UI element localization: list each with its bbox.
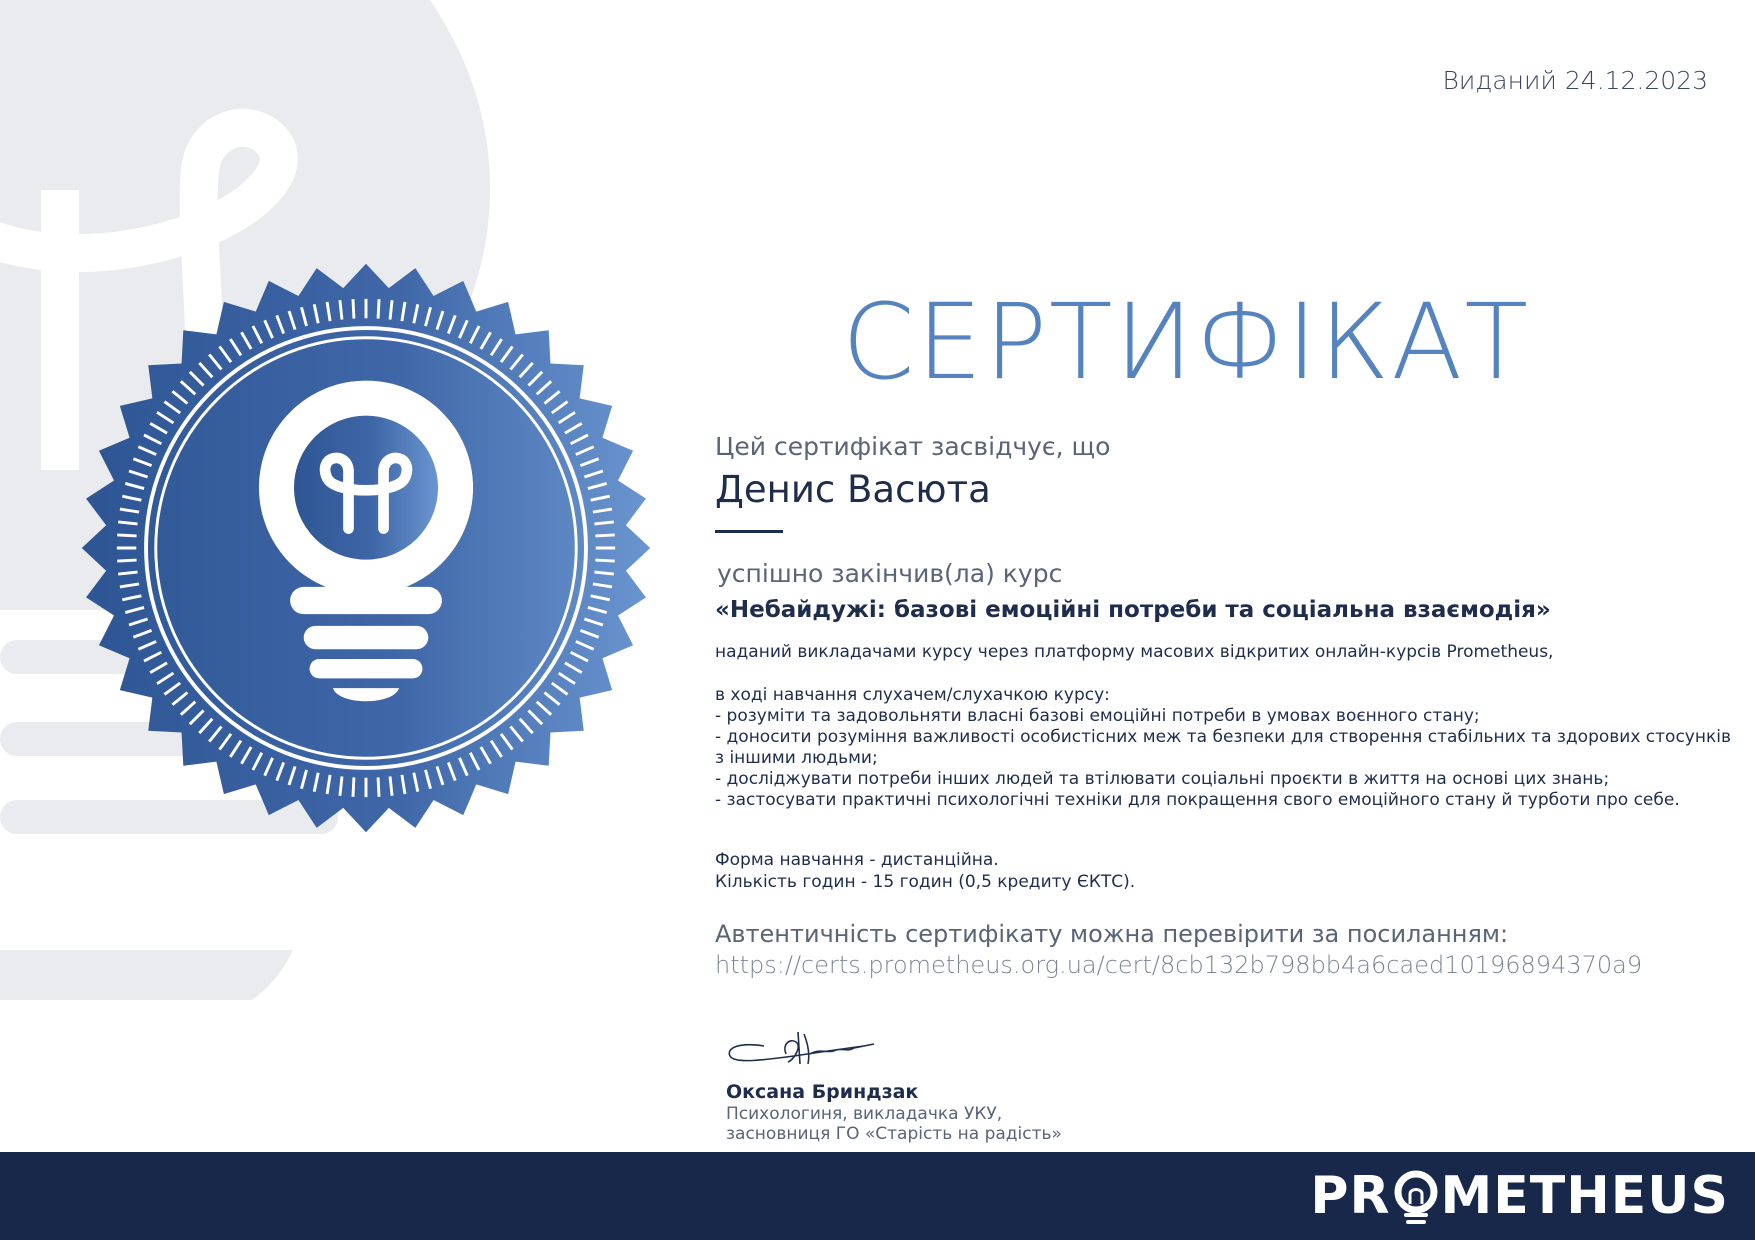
certificate-seal: [74, 256, 658, 840]
seal-tick: [117, 560, 136, 561]
certificate-title: СЕРТИФІКАТ: [842, 281, 1530, 403]
seal-tick: [594, 522, 613, 524]
divider: [715, 530, 783, 533]
provided-text: наданий викладачами курсу через платформу масових відкритих онлайн-курсів Prometheus,: [715, 642, 1554, 662]
signer-role: Психологиня, викладачка УКУ,: [726, 1104, 1003, 1124]
logo-text: PR: [1310, 1166, 1391, 1226]
authenticity-label: Автентичність сертифікату можна перевірити за посиланням:: [715, 920, 1509, 948]
outcome-item: - застосувати практичні психологічні техніки для покращення свого емоційного стану й турботи про себе.: [715, 790, 1680, 810]
seal-tick: [340, 300, 342, 319]
seal-tick: [378, 777, 379, 796]
completed-text: успішно закінчив(ла) курс: [717, 559, 1063, 588]
outcome-item: - доносити розуміння важливості особистісних меж та безпеки для створення стабільних та здорових стосунків з іншими людьми;: [715, 727, 1731, 768]
seal-tick: [353, 777, 354, 796]
signer-name: Оксана Бриндзак: [726, 1081, 919, 1103]
learning-outcomes: [715, 685, 1735, 811]
outcome-item: - досліджувати потреби інших людей та втілювати соціальні проєкти в життя на основі цих знань;: [715, 769, 1610, 789]
footer-bar: [0, 1152, 1755, 1240]
seal-tick: [390, 300, 392, 319]
certificate-body: [715, 430, 1735, 981]
seal-tick: [118, 522, 137, 524]
prometheus-logo: [1310, 1166, 1729, 1226]
seal-tick: [117, 535, 136, 536]
study-format: [715, 849, 1735, 893]
recipient-name: Денис Васюта: [715, 468, 991, 511]
logo-text: METHEUS: [1440, 1166, 1729, 1226]
intro-text: Цей сертифікат засвідчує, що: [715, 432, 1111, 461]
signature-image: [724, 1024, 884, 1072]
outcomes-lead: в ході навчання слухачем/слухачкою курсу:: [715, 685, 1110, 705]
seal-tick: [594, 572, 613, 574]
seal-tick: [118, 572, 137, 574]
study-mode: Форма навчання - дистанційна.: [715, 850, 999, 870]
outcome-item: - розуміти та задовольняти власні базові емоційні потреби в умовах воєнного стану;: [715, 706, 1480, 726]
signer-role: засновниця ГО «Старість на радість»: [726, 1124, 1062, 1144]
authenticity-link[interactable]: https://certs.prometheus.org.ua/cert/8cb132b798bb4a6caed10196894370a9: [715, 951, 1643, 979]
seal-tick: [390, 776, 392, 795]
signer-block: [726, 1080, 1062, 1144]
seal-tick: [595, 535, 614, 536]
seal-tick: [378, 299, 379, 318]
study-hours: Кількість годин - 15 годин (0,5 кредиту ЄКТС).: [715, 872, 1136, 892]
bulb-o-icon: [1391, 1166, 1441, 1218]
seal-tick: [353, 299, 354, 318]
course-title: «Небайдужі: базові емоційні потреби та соціальна взаємодія»: [715, 597, 1551, 623]
seal-tick: [595, 560, 614, 561]
seal-tick: [340, 776, 342, 795]
issue-date: Виданий 24.12.2023: [1442, 66, 1708, 95]
